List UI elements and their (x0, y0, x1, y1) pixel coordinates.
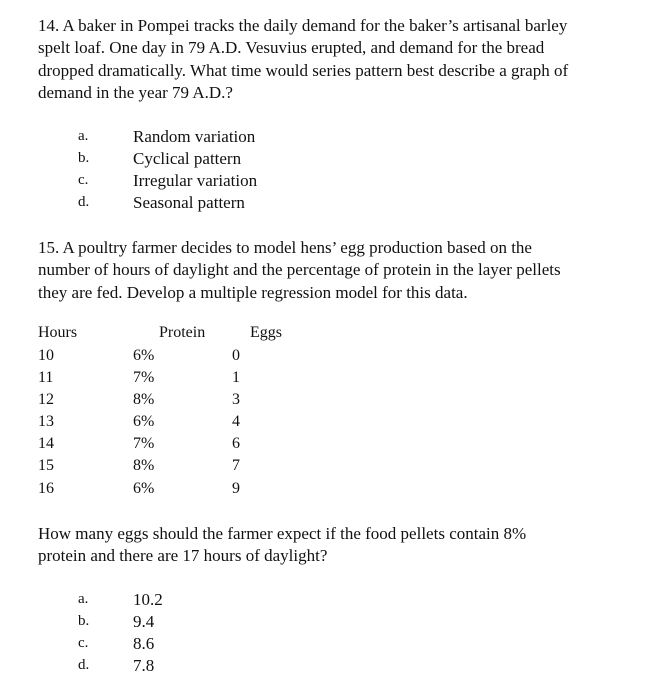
question-14-line: spelt loaf. One day in 79 A.D. Vesuvius erupted, and demand for the bread (38, 38, 545, 58)
cell-protein: 8% (133, 391, 155, 408)
question-15-prompt-line: How many eggs should the farmer expect if the food pellets contain 8% (38, 524, 527, 543)
option-letter: c. (78, 635, 89, 651)
option-text: Irregular variation (133, 171, 258, 190)
cell-eggs: 9 (232, 480, 240, 497)
cell-eggs: 4 (232, 413, 240, 430)
cell-protein: 6% (133, 413, 155, 430)
option-letter: a. (78, 591, 89, 607)
table-header-hours: Hours (38, 324, 78, 341)
option-text: 10.2 (133, 590, 163, 609)
option-text: 7.8 (133, 656, 155, 675)
cell-hours: 16 (38, 480, 54, 497)
cell-hours: 10 (38, 347, 54, 364)
question-14-line: demand in the year 79 A.D.? (38, 82, 233, 102)
option-letter: d. (78, 657, 90, 673)
option-letter: c. (78, 172, 89, 188)
question-15-line: they are fed. Develop a multiple regression model for this data. (38, 282, 468, 302)
option-text: 8.6 (133, 634, 155, 653)
question-14-line: 14. A baker in Pompei tracks the daily demand for the baker’s artisanal barley (38, 16, 568, 35)
question-15-prompt (38, 523, 628, 568)
table-header-protein: Protein (159, 324, 206, 341)
option-text: 9.4 (133, 612, 155, 631)
question-15-text (38, 237, 628, 304)
question-15-line: number of hours of daylight and the percentage of protein in the layer pellets (38, 260, 561, 280)
cell-protein: 7% (133, 435, 155, 452)
option-letter: a. (78, 128, 89, 144)
cell-hours: 14 (38, 435, 54, 452)
cell-protein: 8% (133, 457, 155, 474)
option-letter: b. (78, 613, 90, 629)
option-letter: b. (78, 150, 90, 166)
option-letter: d. (78, 194, 90, 210)
question-15-line: 15. A poultry farmer decides to model hens’ egg production based on the (38, 238, 532, 257)
cell-hours: 13 (38, 413, 54, 430)
cell-protein: 6% (133, 480, 155, 497)
question-14-line: dropped dramatically. What time would series pattern best describe a graph of (38, 60, 569, 80)
table-header-eggs: Eggs (250, 324, 282, 341)
cell-eggs: 3 (232, 391, 240, 408)
cell-protein: 6% (133, 347, 155, 364)
cell-hours: 11 (38, 369, 54, 386)
cell-hours: 12 (38, 391, 54, 408)
option-text: Seasonal pattern (133, 193, 245, 212)
cell-eggs: 1 (232, 369, 240, 386)
option-text: Random variation (133, 127, 256, 146)
cell-eggs: 6 (232, 435, 240, 452)
cell-hours: 15 (38, 457, 54, 474)
cell-eggs: 7 (232, 457, 240, 474)
question-14-text (38, 15, 628, 104)
option-text: Cyclical pattern (133, 149, 242, 168)
cell-protein: 7% (133, 369, 155, 386)
question-15-prompt-line: protein and there are 17 hours of daylight? (38, 546, 328, 566)
cell-eggs: 0 (232, 347, 240, 364)
